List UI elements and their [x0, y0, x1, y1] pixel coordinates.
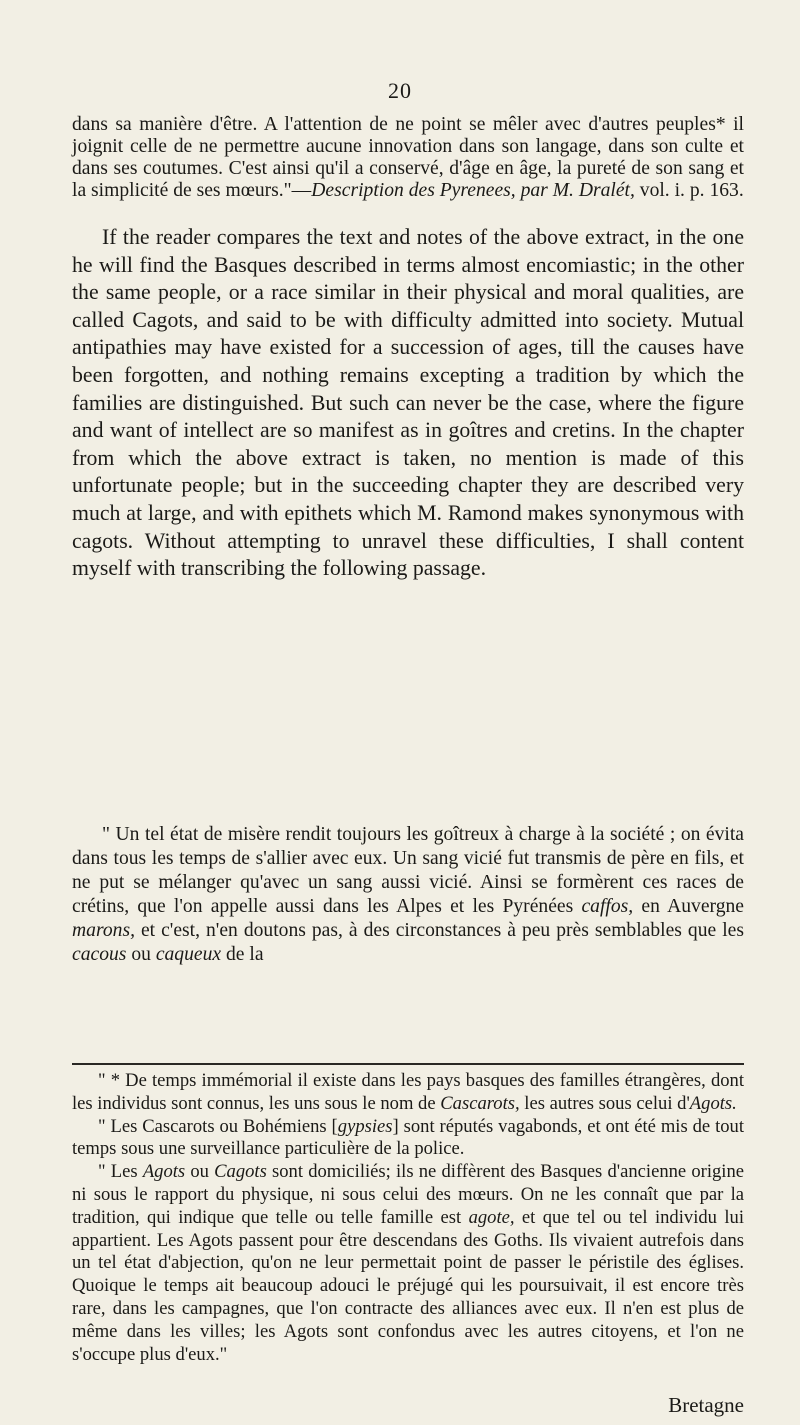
term-agote: agote,: [468, 1206, 515, 1228]
footnote-text: " * De temps immémorial il existe dans les pays basques des familles étrangères, dont les individus sont connus, les uns sous le nom de: [72, 1070, 744, 1114]
french-quote-text: ou: [126, 944, 156, 965]
term-marons: marons,: [72, 920, 135, 941]
french-quote-text: et c'est, n'en doutons pas, à des circonstances à peu près semblables que les: [134, 920, 744, 941]
term-caffos: caffos,: [581, 896, 634, 917]
footnote-text: ] sont réputés vagabonds, et ont été mis de tout temps sous une surveillance particulière de la police.: [72, 1115, 745, 1160]
footnote-text: les autres sous celui d': [519, 1092, 690, 1114]
footnote-text: ou: [185, 1161, 215, 1183]
french-quote-text: " Un tel état de misère rendit toujours les goîtreux à charge à la société ; on évita dans tous les temps de s'allier avec eux. Un sang vicié fut transmis de père en fils, et ne put se mélanger qu'avec un sang aussi vicié. Ainsi se formèrent ces races de crétins, que l'on appelle aussi dans les Alpes et les Pyrénées: [72, 824, 744, 917]
term-cacous: cacous: [72, 944, 127, 965]
footnote-divider: [72, 1063, 744, 1065]
term-agots: Agots: [142, 1161, 186, 1183]
top-quote-text: dans sa manière d'être. A l'attention de ne point se mêler avec d'autres peuples* il joignit celle de ne permettre aucune innovation dans son langage, dans son culte et dans ses coutumes. C'est ainsi qu'il a conservé, d'âge en âge, la pureté de son sang et la simplicité de ses mœurs."—: [72, 114, 744, 201]
footnote-paragraph: [72, 1070, 744, 1116]
footnote-paragraph: [72, 1116, 744, 1162]
top-quote: [72, 114, 744, 202]
term-gypsies: gypsies: [337, 1115, 393, 1137]
footnote-text: sont domiciliés; ils ne diffèrent des Basques d'ancienne origine ni sous le rapport du physique, ni sous celui des mœurs. On ne les connaît que par la tradition, qui indique que telle ou telle famille est: [72, 1161, 745, 1228]
footnote-text: et que tel ou tel individu lui appartient. Les Agots passent pour être descendans des Goths. Ils vivaient autrefois dans un tel état d'abjection, qu'on ne leur permettait point de passer le péristile des églises. Quoique le temps ait beaucoup adouci le préjugé qui les poursuivait, il est encore très rare, dans les campagnes, que l'on contracte des alliances avec eux. Il n'en est plus de même dans les villes; les Agots sont confondus avec les autres citoyens, et l'on ne s'occupe plus d'eux.": [72, 1206, 744, 1365]
citation-ref: vol. i. p. 163.: [634, 180, 744, 201]
term-agots: Agots.: [689, 1092, 737, 1114]
french-quote-text: en Auvergne: [633, 896, 744, 917]
term-caqueux: caqueux: [155, 944, 222, 965]
french-quote: [72, 823, 744, 967]
french-quote-paragraph: [72, 823, 744, 967]
catchword: Bretagne: [668, 1393, 744, 1417]
footnote-text: " Les Cascarots ou Bohémiens [: [98, 1115, 338, 1137]
footnotes: [72, 1070, 744, 1366]
body-paragraph: If the reader compares the text and notes of the above extract, in the one he will find the Basques described in terms almost encomiastic; in the other the same people, or a race similar in their physical and moral qualities, are called Cagots, and said to be with difficulty admitted into society. Mutual antipathies may have existed for a succession of ages, till the causes have been forgotten, and nothing remains excepting a tradition by which the families are distinguished. But such can never be the case, where the figure and want of intellect are so manifest as in goîtres and cretins. In the chapter from which the above extract is taken, no mention is made of this unfortunate people; but in the succeeding chapter they are described very much at large, and with epithets which M. Ramond makes synonymous with cagots. Without attempting to unravel these difficulties, I shall content myself with transcribing the following passage.: [72, 225, 744, 581]
body-text: [72, 224, 744, 583]
page-number: 20: [388, 78, 412, 103]
citation-title: Description des Pyrenees, par M. Dralét,: [311, 180, 635, 201]
term-cascarots: Cascarots,: [440, 1092, 520, 1114]
french-quote-text: de la: [221, 944, 264, 965]
footnote-text: " Les: [98, 1161, 143, 1183]
term-cagots: Cagots: [214, 1161, 267, 1183]
footnote-paragraph: [72, 1161, 744, 1366]
